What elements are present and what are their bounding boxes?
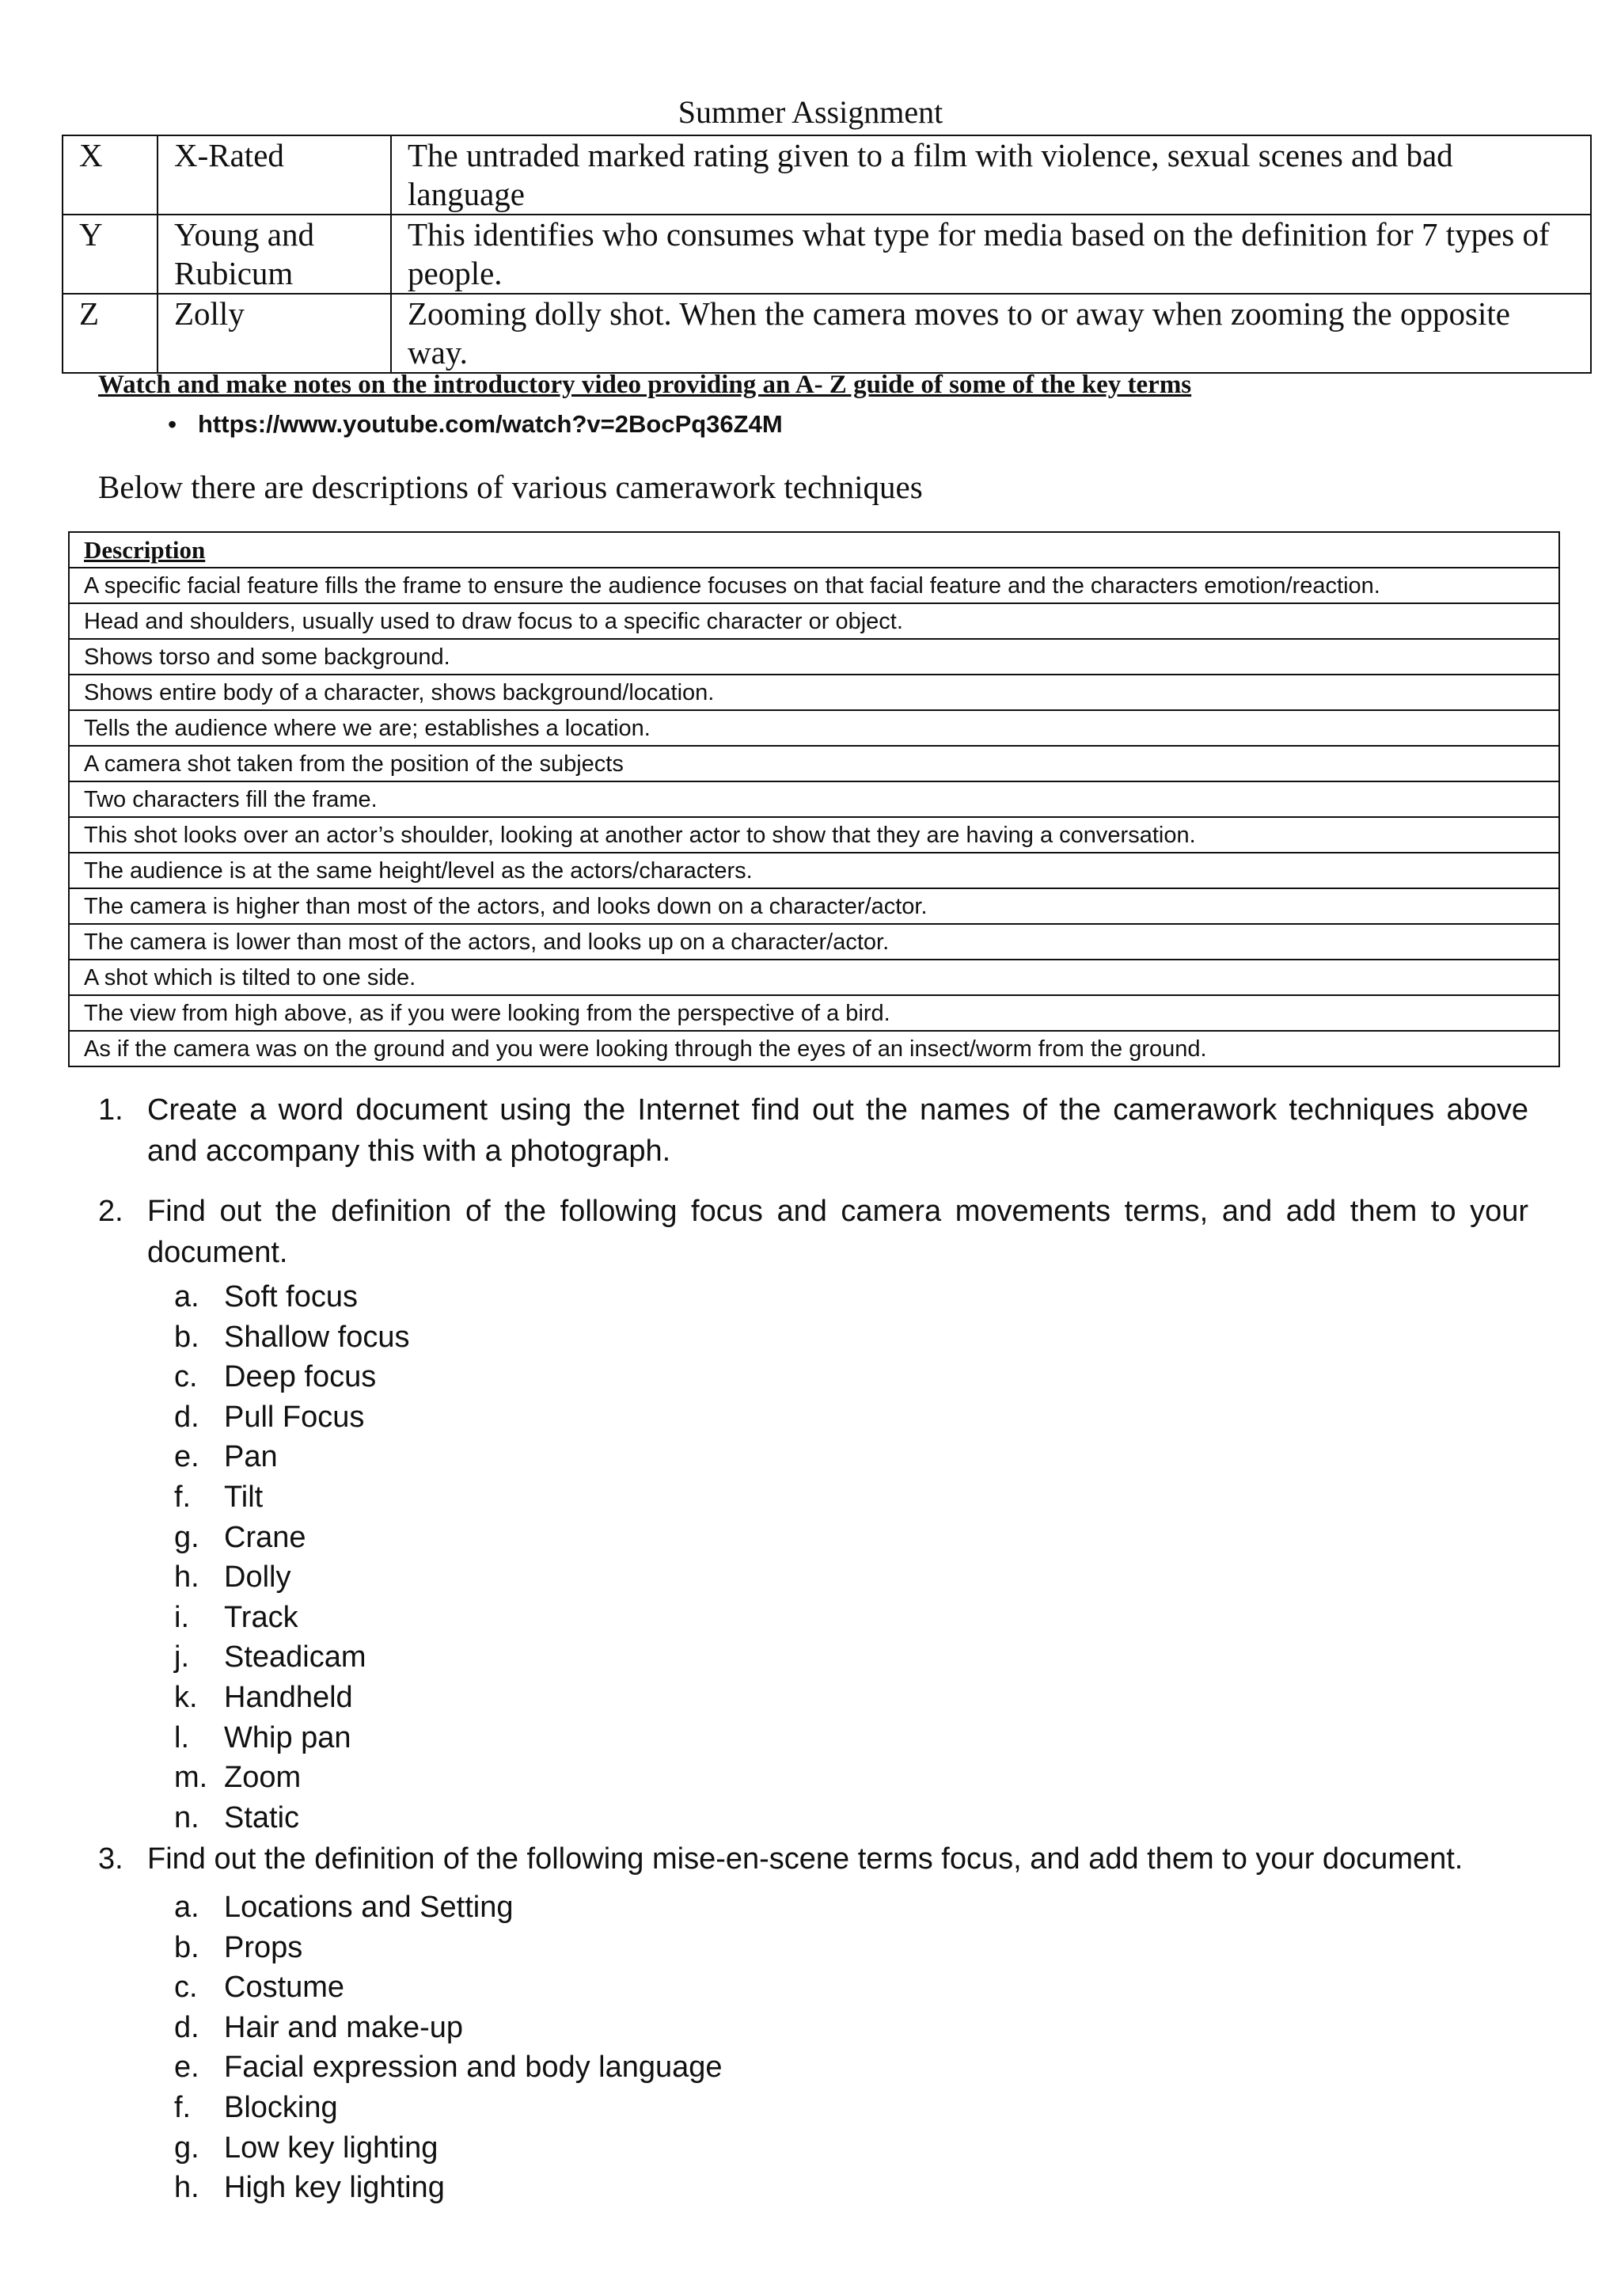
description-row [69, 568, 1559, 603]
sub-item-letter: j. [174, 1640, 189, 1674]
description-cell: The camera is higher than most of the actors, and looks down on a character/actor. [69, 888, 1559, 924]
sub-item-letter: e. [174, 2051, 199, 2085]
glossary-term: X-Rated [158, 135, 391, 215]
sub-item-letter: i. [174, 1600, 189, 1634]
description-cell: As if the camera was on the ground and you were looking through the eyes of an insect/worm from the ground. [69, 1031, 1559, 1066]
sub-item-label: Costume [224, 1971, 345, 2005]
glossary-definition: The untraded marked rating given to a film with violence, sexual scenes and bad language [391, 135, 1591, 215]
glossary-table [62, 135, 1592, 374]
sub-item-letter: b. [174, 1320, 199, 1354]
description-header: Description [69, 532, 1559, 568]
description-row [69, 675, 1559, 710]
sub-item-letter: l. [174, 1720, 189, 1754]
sub-item-letter: d. [174, 2010, 199, 2044]
sub-item-label: Low key lighting [224, 2131, 438, 2165]
sub-item-letter: a. [174, 1280, 199, 1313]
video-link[interactable]: https://www.youtube.com/watch?v=2BocPq36Z4M [198, 410, 783, 438]
sub-item-letter: c. [174, 1360, 198, 1394]
description-row [69, 888, 1559, 924]
description-cell: A shot which is tilted to one side. [69, 960, 1559, 995]
sub-item-label: Steadicam [224, 1640, 366, 1674]
description-cell: The camera is lower than most of the actors, and looks up on a character/actor. [69, 924, 1559, 960]
description-row [69, 995, 1559, 1031]
glossary-letter: Z [63, 294, 158, 373]
sub-item-label: Track [224, 1600, 298, 1634]
glossary-row [63, 135, 1591, 215]
sub-item-label: Crane [224, 1520, 306, 1554]
video-instruction: Watch and make notes on the introductory video providing an A- Z guide of some of the key terms [98, 371, 1192, 399]
sub-item-label: Props [224, 1930, 303, 1964]
task-text: Find out the definition of the following focus and camera movements terms, and add them to your document. [147, 1195, 1528, 1269]
sub-item-label: High key lighting [224, 2171, 445, 2205]
glossary-definition: This identifies who consumes what type for media based on the definition for 7 types of people. [391, 215, 1591, 294]
glossary-definition: Zooming dolly shot. When the camera moves to or away when zooming the opposite way. [391, 294, 1591, 373]
sub-item-letter: g. [174, 1520, 199, 1554]
sub-item-label: Blocking [224, 2091, 338, 2124]
page-title: Summer Assignment [678, 94, 943, 130]
glossary-term: Zolly [158, 294, 391, 373]
sub-item-label: Tilt [224, 1481, 264, 1514]
description-row [69, 1031, 1559, 1066]
description-cell: Two characters fill the frame. [69, 781, 1559, 817]
bullet-icon: • [168, 410, 177, 439]
glossary-letter: Y [63, 215, 158, 294]
description-header-row [69, 532, 1559, 568]
sub-item-label: Facial expression and body language [224, 2051, 723, 2085]
task-text: Find out the definition of the following mise-en-scene terms focus, and add them to your document. [147, 1842, 1463, 1876]
sub-item-letter: a. [174, 1891, 199, 1924]
sub-item-letter: k. [174, 1681, 198, 1714]
description-row [69, 960, 1559, 995]
description-row [69, 781, 1559, 817]
description-cell: Tells the audience where we are; establishes a location. [69, 710, 1559, 746]
description-cell: The audience is at the same height/level as the actors/characters. [69, 853, 1559, 888]
description-row [69, 924, 1559, 960]
description-row [69, 817, 1559, 853]
description-row [69, 603, 1559, 639]
description-cell: Shows torso and some background. [69, 639, 1559, 675]
glossary-term: Young and Rubicum [158, 215, 391, 294]
description-table [68, 531, 1560, 1067]
sub-item-label: Locations and Setting [224, 1891, 514, 1924]
sub-item-letter: f. [174, 2091, 192, 2124]
sub-item-label: Soft focus [224, 1280, 358, 1313]
sub-item-label: Pan [224, 1440, 278, 1474]
sub-item-letter: m. [174, 1761, 208, 1795]
sub-item-letter: g. [174, 2131, 199, 2165]
glossary-letter: X [63, 135, 158, 215]
description-cell: A camera shot taken from the position of the subjects [69, 746, 1559, 781]
description-row [69, 746, 1559, 781]
description-row [69, 639, 1559, 675]
task-number: 3. [98, 1842, 123, 1876]
glossary-row [63, 294, 1591, 373]
description-cell: A specific facial feature fills the frame to ensure the audience focuses on that facial feature and the characters emotion/reaction. [69, 568, 1559, 603]
sub-item-label: Zoom [224, 1761, 302, 1795]
description-cell: The view from high above, as if you were looking from the perspective of a bird. [69, 995, 1559, 1031]
sub-item-label: Shallow focus [224, 1320, 410, 1354]
sub-item-label: Whip pan [224, 1720, 351, 1754]
description-cell: This shot looks over an actor’s shoulder, looking at another actor to show that they are having a conversation. [69, 817, 1559, 853]
sub-item-letter: h. [174, 2171, 199, 2205]
glossary-row [63, 215, 1591, 294]
sub-item-label: Dolly [224, 1560, 291, 1595]
sub-item-letter: d. [174, 1400, 199, 1434]
task-text: Create a word document using the Internet find out the names of the camerawork techniques above and accompany this with a photograph. [147, 1093, 1528, 1168]
sub-item-label: Handheld [224, 1681, 353, 1714]
task-number: 1. [98, 1093, 123, 1127]
sub-item-label: Static [224, 1800, 300, 1834]
sub-item-letter: f. [174, 1481, 192, 1514]
sub-item-label: Hair and make-up [224, 2010, 464, 2044]
sub-item-letter: b. [174, 1930, 199, 1964]
task-number: 2. [98, 1195, 123, 1228]
sub-item-letter: e. [174, 1440, 199, 1474]
sub-item-label: Pull Focus [224, 1400, 365, 1434]
sub-item-letter: c. [174, 1971, 198, 2005]
sub-item-letter: n. [174, 1800, 199, 1834]
description-row [69, 710, 1559, 746]
sub-item-label: Deep focus [224, 1360, 377, 1394]
description-cell: Shows entire body of a character, shows background/location. [69, 675, 1559, 710]
intro-text: Below there are descriptions of various camerawork techniques [98, 469, 923, 505]
description-row [69, 853, 1559, 888]
description-cell: Head and shoulders, usually used to draw focus to a specific character or object. [69, 603, 1559, 639]
sub-item-letter: h. [174, 1560, 199, 1595]
